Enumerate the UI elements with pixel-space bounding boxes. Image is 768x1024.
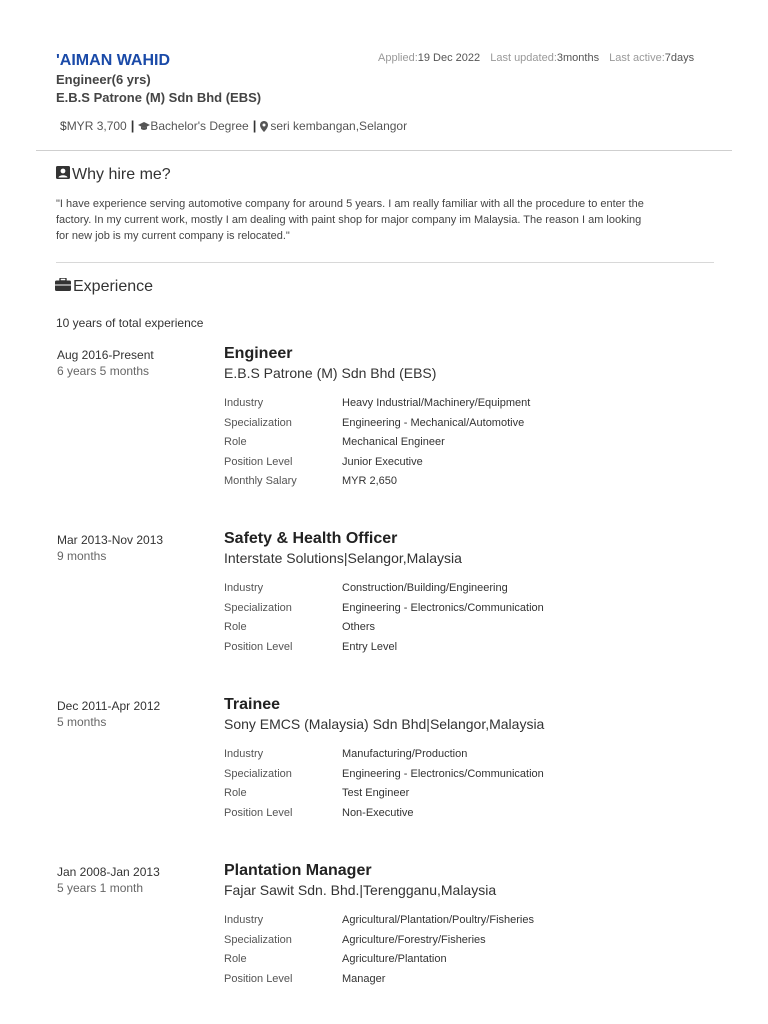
candidate-tags	[60, 118, 407, 133]
education-tag: Bachelor's Degree	[150, 118, 249, 133]
job-detail-value: Manufacturing/Production	[342, 748, 468, 760]
job-detail-value: Entry Level	[342, 640, 398, 653]
job-detail-label: Specialization	[224, 416, 292, 429]
contact-card-icon	[56, 166, 72, 184]
separator: |	[252, 118, 257, 133]
job-detail-label: Monthly Salary	[224, 475, 297, 488]
job-date: Mar 2013-Nov 2013	[57, 533, 164, 547]
job-detail-label: Role	[224, 621, 247, 634]
job-detail-value: Heavy Industrial/Machinery/Equipment	[342, 397, 531, 409]
job-detail-value: Agricultural/Plantation/Poultry/Fisheries	[342, 914, 534, 926]
job-title: Engineer	[224, 345, 293, 362]
candidate-name: 'AIMAN WAHID	[56, 52, 171, 69]
job-title: Trainee	[224, 696, 281, 713]
job-detail-value: Engineering - Electronics/Communication	[342, 767, 544, 780]
job-date: Jan 2008-Jan 2013	[57, 865, 160, 879]
job-company: Fajar Sawit Sdn. Bhd.|Terengganu,Malaysia	[224, 882, 497, 898]
job-detail-label: Position Level	[224, 972, 293, 985]
dollar-icon: $	[60, 118, 67, 133]
job-title: Safety & Health Officer	[224, 530, 398, 547]
applied-value: 19 Dec 2022	[417, 52, 481, 64]
job-detail-value: Engineering - Mechanical/Automotive	[342, 416, 525, 429]
candidate-company: E.B.S Patrone (M) Sdn Bhd (EBS)	[56, 90, 262, 105]
divider	[56, 262, 714, 263]
job-duration: 6 years 5 months	[57, 364, 150, 378]
salary-tag: MYR 3,700	[66, 118, 127, 133]
job-detail-label: Industry	[224, 914, 264, 926]
job-detail-value: Non-Executive	[342, 806, 414, 819]
candidate-title: Engineer(6 yrs)	[56, 72, 151, 87]
location-tag: seri kembangan,Selangor	[270, 118, 408, 133]
job-date: Aug 2016-Present	[57, 348, 154, 362]
job-detail-value: Junior Executive	[342, 455, 423, 468]
job-detail-label: Specialization	[224, 767, 292, 780]
job-detail-value: Agriculture/Forestry/Fisheries	[342, 933, 486, 946]
job-detail-value: MYR 2,650	[342, 475, 398, 488]
job-detail-label: Specialization	[224, 933, 292, 946]
divider	[36, 150, 732, 151]
experience-title: Experience	[73, 278, 154, 295]
job-company: Interstate Solutions|Selangor,Malaysia	[224, 550, 462, 566]
job-detail-value: Manager	[342, 972, 386, 985]
active-label: Last active:	[609, 52, 665, 64]
separator: |	[130, 118, 135, 133]
why-hire-text: "I have experience serving automotive company for around 5 years. I am really familiar with all the procedure to enter the factory. In my current work, mostly I am dealing with paint shop for major company im Malaysia. The reason I am looking for new job is my current company is relocated."	[56, 198, 644, 242]
job-detail-label: Role	[224, 953, 247, 966]
job-detail-label: Position Level	[224, 640, 293, 653]
location-pin-icon	[260, 119, 268, 133]
active-value: 7days	[664, 52, 695, 64]
updated-value: 3months	[556, 52, 600, 64]
updated-label: Last updated:	[490, 52, 557, 64]
applied-label: Applied:	[378, 52, 418, 64]
application-meta	[378, 52, 694, 64]
total-experience: 10 years of total experience	[56, 316, 204, 330]
job-detail-label: Industry	[224, 582, 264, 594]
job-detail-value: Mechanical Engineer	[342, 436, 445, 449]
job-detail-value: Engineering - Electronics/Communication	[342, 601, 544, 614]
job-duration: 9 months	[57, 549, 107, 563]
job-detail-label: Specialization	[224, 601, 292, 614]
job-detail-label: Position Level	[224, 806, 293, 819]
job-title: Plantation Manager	[224, 862, 372, 879]
briefcase-icon	[55, 278, 73, 296]
job-detail-label: Role	[224, 436, 247, 449]
job-detail-value: Construction/Building/Engineering	[342, 582, 508, 594]
job-company: Sony EMCS (Malaysia) Sdn Bhd|Selangor,Malaysia	[224, 716, 545, 732]
experience-heading	[55, 278, 153, 296]
job-detail-label: Role	[224, 787, 247, 800]
job-detail-label: Industry	[224, 748, 264, 760]
job-detail-label: Industry	[224, 397, 264, 409]
job-detail-label: Position Level	[224, 455, 293, 468]
why-hire-title: Why hire me?	[72, 166, 171, 183]
why-hire-heading	[56, 166, 171, 184]
graduation-cap-icon	[138, 119, 150, 133]
job-detail-value: Others	[342, 621, 376, 634]
job-company: E.B.S Patrone (M) Sdn Bhd (EBS)	[224, 365, 437, 381]
job-date: Dec 2011-Apr 2012	[57, 699, 161, 713]
job-duration: 5 months	[57, 715, 107, 729]
job-detail-value: Agriculture/Plantation	[342, 953, 447, 966]
job-detail-value: Test Engineer	[342, 787, 410, 800]
job-duration: 5 years 1 month	[57, 881, 144, 895]
